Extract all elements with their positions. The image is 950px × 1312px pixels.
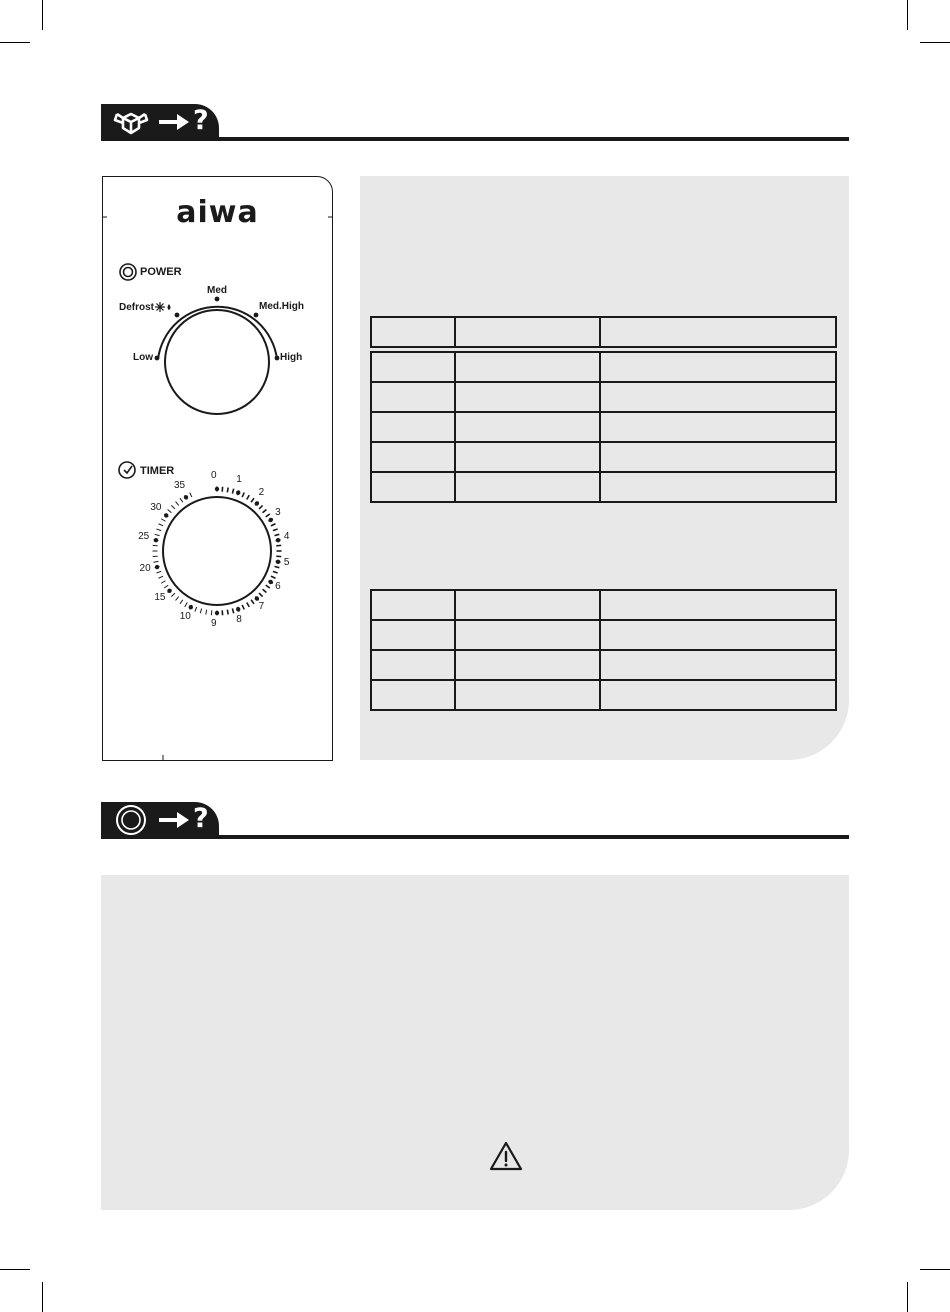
crop-mark	[42, 0, 43, 30]
question-mark: ?	[193, 105, 209, 136]
timer-number: 20	[139, 563, 151, 575]
timer-number: 30	[150, 501, 162, 513]
power-low-label: Low	[133, 352, 153, 363]
timer-tick	[263, 589, 267, 592]
control-panel-illustration	[102, 176, 333, 761]
table-row	[371, 382, 836, 412]
timer-tick	[171, 505, 175, 509]
question-mark: ?	[193, 803, 209, 834]
timer-tick	[153, 561, 158, 562]
table-row	[371, 412, 836, 442]
timer-tick	[180, 600, 183, 604]
arrow-right-icon	[157, 110, 191, 134]
power-med-label: Med	[207, 285, 227, 296]
timer-tick	[161, 581, 165, 584]
timer-number: 8	[236, 613, 242, 625]
timer-tick	[242, 605, 244, 610]
timer-tick	[266, 585, 270, 588]
timer-tick	[190, 493, 192, 498]
table-row	[371, 317, 836, 347]
table-row	[371, 680, 836, 710]
dials-svg	[103, 177, 332, 760]
timer-number: 6	[275, 581, 281, 592]
crop-mark	[920, 1269, 950, 1270]
timer-number: 1	[236, 474, 242, 486]
table-row	[371, 472, 836, 502]
instructions-panel	[101, 875, 849, 1210]
timer-number: 0	[211, 470, 217, 481]
timer-number: 5	[283, 556, 290, 568]
timer-tick	[271, 576, 276, 578]
timer-tick	[232, 489, 233, 494]
table-row	[371, 620, 836, 650]
timer-tick	[232, 608, 233, 613]
timer-tick	[206, 610, 207, 615]
timer-tick	[168, 510, 172, 513]
timer-tick	[259, 593, 263, 597]
timer-table	[370, 589, 837, 711]
timer-tick	[185, 603, 188, 607]
timer-tick	[164, 585, 168, 588]
timer-tick	[159, 524, 164, 526]
timer-number: 25	[138, 531, 150, 543]
timer-tick	[171, 593, 175, 597]
power-levels-table	[370, 316, 837, 503]
section-header-unboxing	[101, 104, 219, 139]
timer-tick	[276, 540, 281, 541]
timer-tick	[155, 534, 160, 535]
timer-tick	[266, 514, 270, 517]
crop-mark	[907, 0, 908, 30]
timer-tick	[251, 600, 254, 604]
timer-tick	[159, 576, 164, 578]
timer-tick	[276, 561, 281, 562]
timer-number: 7	[258, 600, 265, 612]
timer-tick	[195, 607, 197, 612]
timer-tick	[156, 571, 161, 573]
cube-icon	[113, 109, 149, 135]
timer-tick	[274, 534, 279, 535]
timer-tick	[273, 529, 278, 531]
power-defrost-label: Defrost	[119, 302, 155, 313]
power-icon	[115, 804, 147, 836]
section-header-power	[101, 802, 219, 837]
power-label: POWER	[140, 266, 182, 278]
timer-number: 2	[258, 487, 265, 499]
table-row	[371, 352, 836, 382]
timer-tick	[273, 571, 278, 573]
crop-mark	[907, 1282, 908, 1312]
crop-mark	[0, 42, 30, 43]
timer-tick	[200, 608, 201, 613]
timer-tick	[251, 498, 254, 502]
timer-number: 15	[154, 591, 166, 603]
timer-tick	[227, 487, 228, 492]
timer-knob	[163, 497, 271, 605]
timer-number: 3	[275, 507, 281, 518]
brand-logo: aiwa	[176, 195, 259, 230]
defrost-snowflake-icon	[155, 302, 165, 312]
timer-tick	[247, 603, 250, 607]
power-symbol-icon	[120, 264, 136, 280]
timer-tick	[180, 498, 183, 502]
timer-number: 9	[211, 618, 217, 629]
timer-tick	[259, 505, 263, 509]
table-row	[371, 650, 836, 680]
warning-icon	[488, 1140, 524, 1172]
timer-label: TIMER	[140, 465, 175, 477]
timer-tick	[176, 502, 179, 506]
timer-number: 10	[179, 611, 191, 623]
timer-tick	[227, 610, 228, 615]
timer-tick	[263, 510, 267, 513]
arrow-right-icon	[157, 808, 191, 832]
timer-tick	[242, 493, 244, 498]
crop-mark	[42, 1282, 43, 1312]
timer-number: 4	[283, 531, 290, 543]
timer-tick	[176, 597, 179, 601]
timer-tick	[247, 495, 250, 499]
timer-tick	[274, 566, 279, 567]
crop-mark	[0, 1269, 30, 1270]
table-row	[371, 442, 836, 472]
timer-number: 35	[174, 479, 186, 491]
power-medhigh-label: Med.High	[259, 301, 304, 312]
power-knob	[165, 310, 269, 414]
clock-icon	[119, 462, 135, 478]
timer-tick	[161, 519, 165, 522]
timer-tick	[271, 524, 276, 526]
timer-tick	[156, 529, 161, 531]
power-high-label: High	[280, 352, 303, 363]
table-row	[371, 590, 836, 620]
crop-mark	[920, 42, 950, 43]
